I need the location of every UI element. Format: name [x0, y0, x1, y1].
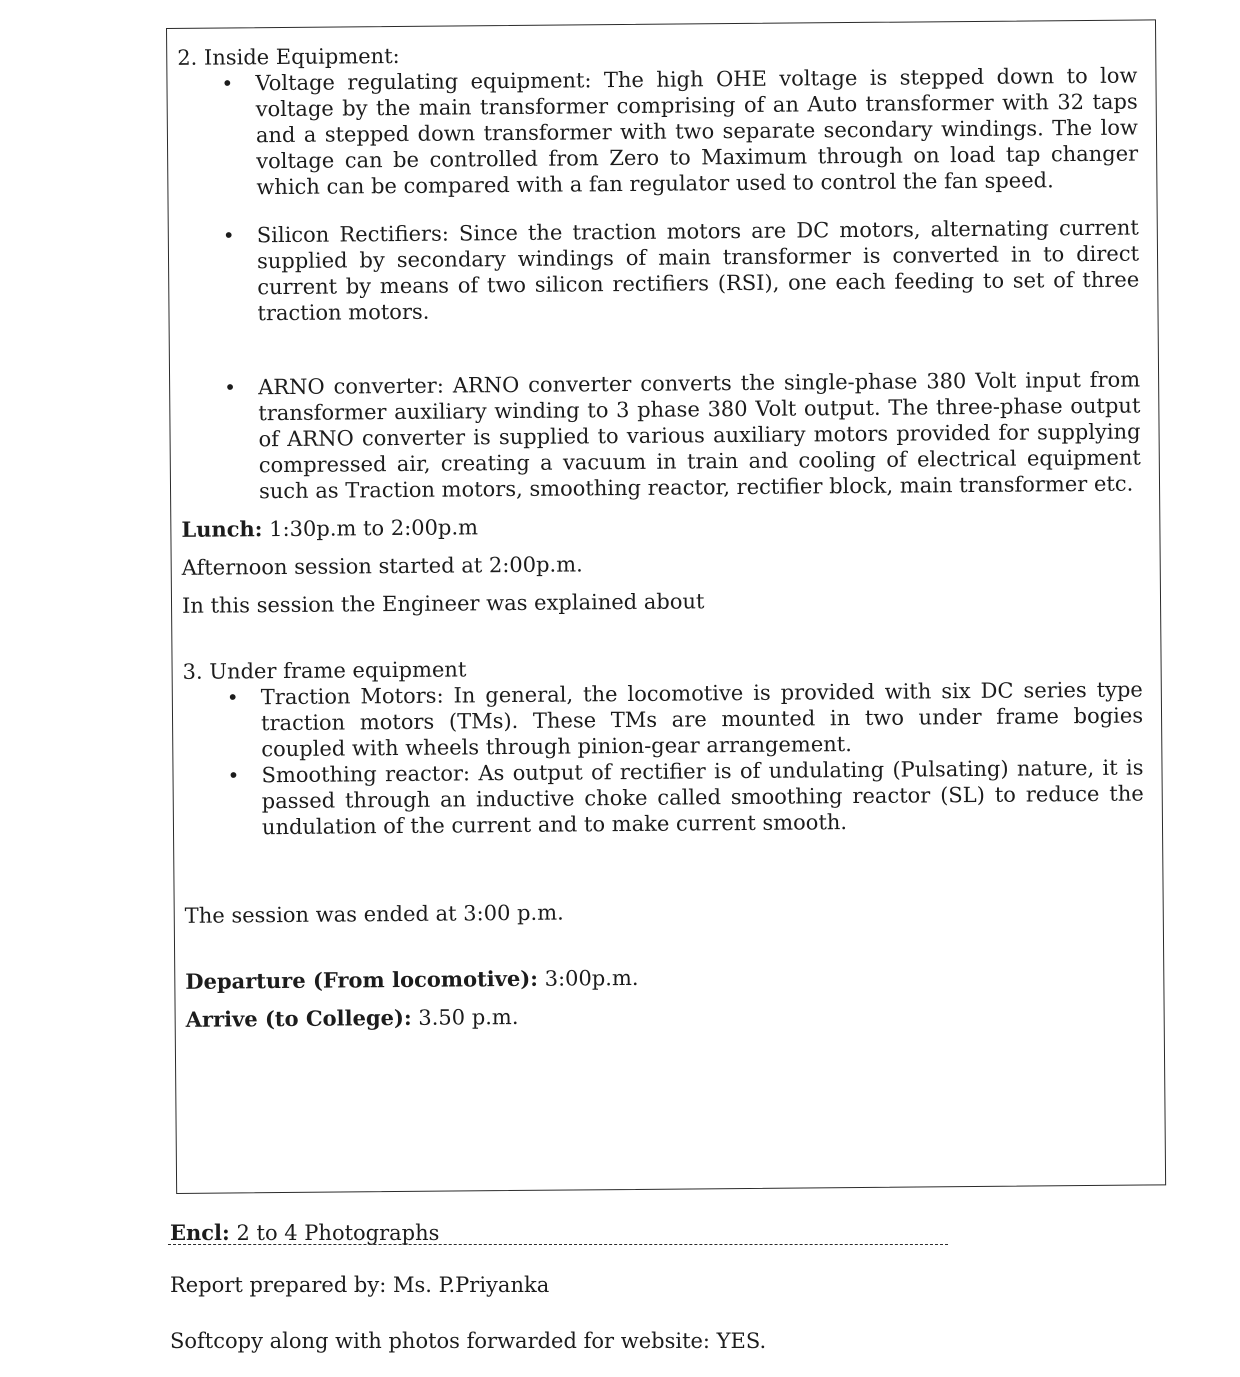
afternoon-session-line: Afternoon session started at 2:00p.m. [181, 552, 583, 580]
departure-label: Departure (From locomotive): [185, 965, 539, 994]
under-frame-list [183, 677, 1144, 841]
list-item-text: Traction Motors: In general, the locomotive is provided with six DC series type traction motors (TMs). These TMs are mounted in two under frame bogies coupled with wheels through pinion-gear arrangement. [260, 677, 1144, 762]
list-item-traction-motors [183, 677, 1144, 763]
encl-label: Encl: [170, 1220, 230, 1245]
session-intro-line: In this session the Engineer was explained about [181, 589, 705, 618]
bullet-icon: • [224, 375, 237, 400]
departure-time: 3:00p.m. [537, 965, 639, 991]
section-under-frame-heading: 3. Under frame equipment [182, 657, 467, 684]
report-content-box [166, 19, 1166, 1194]
lunch-time: 1:30p.m to 2:00p.m [262, 515, 479, 542]
prepared-by-line: Report prepared by: Ms. P.Priyanka [170, 1273, 550, 1297]
arrive-label: Arrive (to College): [185, 1004, 412, 1032]
softcopy-line: Softcopy along with photos forwarded for website: YES. [170, 1329, 767, 1353]
session-ended-line: The session was ended at 3:00 p.m. [184, 900, 564, 928]
list-item-smoothing-reactor [183, 754, 1144, 840]
list-item-voltage-regulating [177, 63, 1138, 201]
list-item-text: Smoothing reactor: As output of rectifier is of undulating (Pulsating) nature, it is passed through an inductive choke called smoothing reactor (SL) to reduce the undulation of the current and to make current smooth. [261, 755, 1144, 840]
bullet-icon: • [221, 71, 234, 96]
lunch-label: Lunch: [181, 516, 263, 542]
bullet-icon: • [226, 685, 239, 710]
bullet-icon: • [222, 223, 235, 248]
list-item-text: Voltage regulating equipment: The high OHE voltage is stepped down to low voltage by the main transformer comprising of an Auto transformer with 32 taps and a stepped down transformer with two separate secondary windings. The low voltage can be controlled from Zero to Maximum through on load tap changer which can be compared with a fan regulator used to control the fan speed. [255, 63, 1139, 200]
list-item-arno-converter [180, 367, 1141, 505]
report-content [177, 37, 1146, 1033]
encl-value: 2 to 4 Photographs [229, 1221, 440, 1245]
list-item-text: Silicon Rectifiers: Since the traction motors are DC motors, alternating current supplied by secondary windings of main transformer is converted in to direct current by means of two silicon rectifiers (RSI), one each feeding to set of three traction motors. [256, 215, 1140, 326]
arrive-time: 3.50 p.m. [411, 1004, 519, 1030]
list-item-text: ARNO converter: ARNO converter converts the single-phase 380 Volt input from transformer auxiliary winding to 3 phase 380 Volt output. The three-phase output of ARNO converter is supplied to various auxiliary motors provided for supplying compressed air, creating a vacuum in train and cooling of electrical equipment such as Traction motors, smoothing reactor, rectifier block, main transformer etc. [258, 367, 1141, 504]
list-item-silicon-rectifiers [179, 215, 1140, 327]
spacer [180, 319, 1140, 375]
enclosure-line [170, 1220, 960, 1246]
inside-equipment-list [177, 63, 1141, 505]
bullet-icon: • [227, 763, 240, 788]
dashed-divider [168, 1244, 948, 1245]
section-inside-equipment-heading: 2. Inside Equipment: [177, 43, 400, 70]
